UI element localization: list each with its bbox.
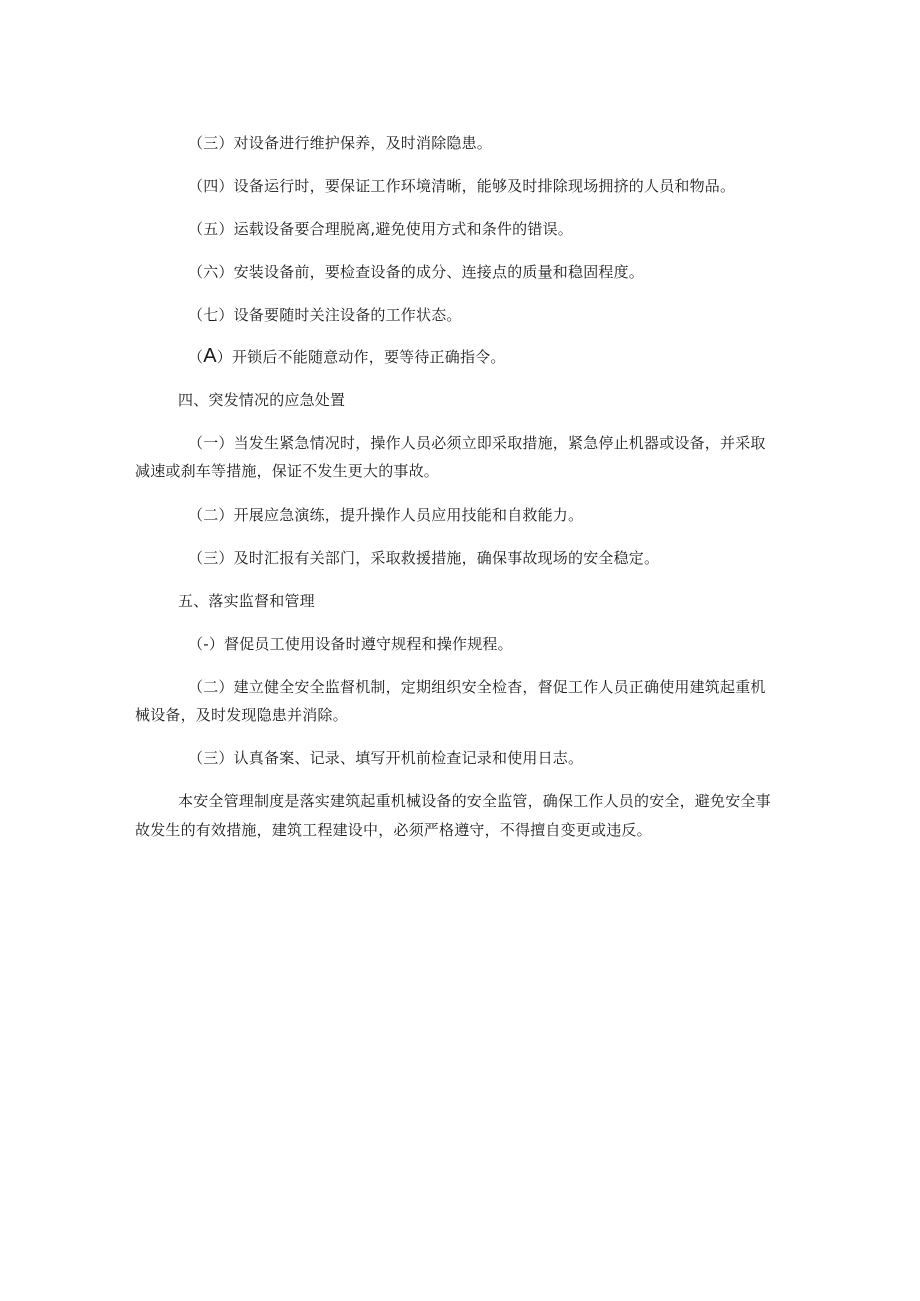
list-item-8 [188, 346, 506, 367]
section4-item-1-line2: 减速或刹车等措施，保证不发生更大的事故。 [135, 462, 440, 480]
list-item-8-text: ）开锁后不能随意动作，要等待正确指令。 [216, 348, 506, 366]
list-item-4: （四）设备运行时，要保证工作环境清晰，能够及时排除现场拥挤的人员和物品。 [188, 177, 736, 195]
section4-item-2: （二）开展应急演练，提升操作人员应用技能和自救能力。 [188, 506, 584, 524]
closing-paragraph-line1: 本安全管理制度是落实建筑起重机械设备的安全监管，确保工作人员的安全，避免安全事 [178, 792, 771, 810]
list-item-6: （六）安装设备前，要检查设备的成分、连接点的质量和稳固程度。 [188, 263, 645, 281]
list-item-5: （五）运载设备要合理脱离,避免使用方式和条件的错误。 [188, 220, 573, 238]
section-heading-4: 四、突发情况的应急处置 [178, 391, 346, 409]
list-item-7: （七）设备要随时关注设备的工作状态。 [188, 306, 462, 324]
section5-item-2-line2: 械设备，及时发现隐患并消除。 [135, 706, 348, 724]
list-item-3: （三）对设备进行维护保养，及时消除隐患。 [188, 134, 493, 152]
section5-item-1: （-）督促员工使用设备时遵守规程和操作规程。 [188, 635, 513, 653]
section4-item-3: （三）及时汇报有关部门，采取救援措施，确保事故现场的安全稳定。 [188, 549, 660, 567]
section5-item-3: （三）认真备案、记录、填写开机前检查记录和使用日志。 [188, 749, 584, 767]
section5-item-2-line1: （二）建立健全安全监督机制，定期组织安全检杳，督促工作人员正确使用建筑起重机 [188, 678, 766, 696]
section-heading-5: 五、落实监督和管理 [178, 592, 315, 610]
closing-paragraph-line2: 故发生的有效措施，建筑工程建设中，必须严格遵守，不得擅自变更或违反。 [135, 821, 652, 839]
list-item-8-letter: A [203, 345, 217, 367]
list-item-8-paren: （ [188, 348, 204, 366]
section4-item-1-line1: （一）当发生紧急情况时，操作人员必须立即采取措施，紧急停止机器或设备，并采取 [188, 434, 766, 452]
